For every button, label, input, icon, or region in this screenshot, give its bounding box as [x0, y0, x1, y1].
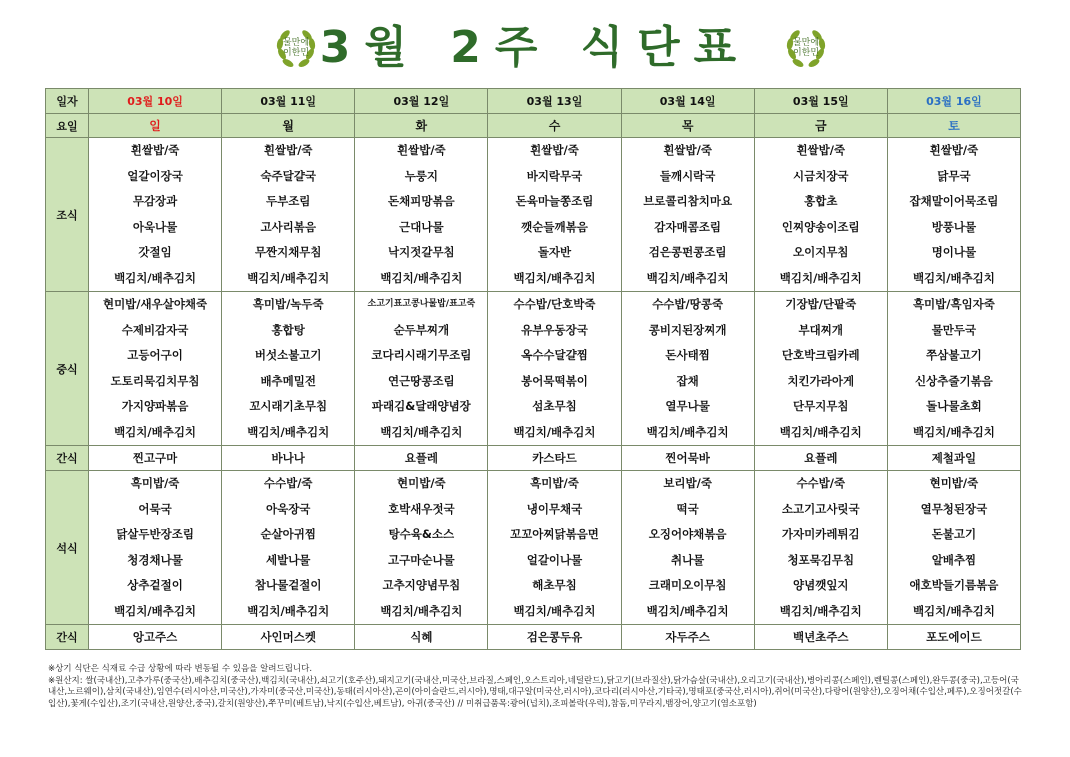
menu-item: 백김치/배추김치 [380, 424, 463, 439]
menu-item: 백김치/배추김치 [912, 270, 995, 285]
menu-item: 방풍나물 [931, 219, 977, 234]
day-cell: 토 [887, 114, 1020, 138]
menu-item: 홍합초 [804, 194, 838, 208]
menu-item: 섬초무침 [532, 399, 577, 413]
day-cell: 일 [89, 114, 222, 138]
menu-item: 숙주달걀국 [260, 168, 316, 183]
menu-item: 고사리볶음 [260, 219, 316, 234]
snack-cell: 포도에이드 [887, 625, 1020, 650]
menu-item: 백김치/배추김치 [513, 270, 596, 285]
lunch-cell [488, 292, 621, 446]
menu-item: 돌자반 [537, 245, 572, 259]
row-label-snack2: 간식 [46, 625, 89, 650]
menu-item: 크래미오이무침 [648, 578, 727, 592]
menu-item: 백김치/배추김치 [646, 603, 729, 618]
lunch-cell [222, 292, 355, 446]
menu-item: 백김치/배추김치 [114, 424, 197, 439]
menu-item: 열무나물 [665, 399, 710, 413]
menu-item: 떡국 [676, 501, 699, 516]
dinner-cell [355, 471, 488, 625]
menu-item: 아욱나물 [132, 219, 178, 234]
menu-item: 수제비감자국 [121, 322, 189, 337]
row-label-lunch: 중식 [46, 292, 89, 446]
menu-item: 수수밥/죽 [263, 476, 313, 490]
menu-item: 상추겉절이 [127, 578, 183, 592]
date-row [46, 89, 1021, 114]
snack-cell: 자두주스 [621, 625, 754, 650]
lunch-cell [89, 292, 222, 446]
menu-item: 참나물겉절이 [254, 578, 322, 592]
date-cell: 03월 14일 [621, 89, 754, 114]
menu-item: 백김치/배추김치 [513, 424, 596, 439]
dinner-row [46, 471, 1021, 625]
menu-item: 도토리묵김치무침 [110, 373, 200, 388]
menu-item: 연근땅콩조림 [388, 373, 455, 388]
breakfast-cell [488, 138, 621, 292]
page-title: 3월 2주 식단표 [319, 22, 751, 73]
menu-item: 버섯소불고기 [254, 348, 322, 362]
menu-item: 보리밥/죽 [663, 476, 712, 490]
menu-item: 부대찌개 [798, 322, 843, 337]
menu-item: 옥수수달걀찜 [521, 348, 588, 362]
menu-item: 백김치/배추김치 [779, 270, 862, 285]
date-cell: 03월 10일 [89, 89, 222, 114]
menu-item: 닭살두반장조림 [116, 527, 194, 541]
menu-item: 백김치/배추김치 [380, 270, 463, 285]
menu-item: 어묵국 [138, 501, 172, 516]
menu-item: 인찌양송이조림 [781, 219, 860, 234]
date-cell: 03월 16일 [887, 89, 1020, 114]
menu-item: 호박새우젓국 [388, 501, 455, 516]
menu-item: 돈채피망볶음 [388, 194, 455, 208]
dinner-cell [488, 471, 621, 625]
menu-item: 갓절임 [138, 245, 172, 259]
menu-item: 백김치/배추김치 [247, 603, 330, 618]
day-cell: 수 [488, 114, 621, 138]
menu-item: 코다리시래기무조림 [371, 348, 472, 362]
menu-item: 수수밥/땅콩죽 [652, 297, 724, 311]
day-cell: 금 [754, 114, 887, 138]
menu-item: 배추메밀전 [260, 373, 316, 388]
day-cell: 목 [621, 114, 754, 138]
dinner-cell [887, 471, 1020, 625]
menu-item: 브로콜리참치마요 [643, 194, 733, 208]
menu-item: 오이지무침 [793, 245, 849, 259]
lunch-cell [887, 292, 1020, 446]
menu-item: 백김치/배추김치 [646, 270, 729, 285]
menu-item: 신상추줄기볶음 [915, 373, 993, 388]
note-line: ※원산지: 쌀(국내산),고추가루(중국산),배추김치(중국산),백김치(국내산),쇠고기(호주산),돼지고기(국내산,미국산,브라질,스페인,오스트리아,네덜란드),닭고기(브라질산),닭가슴살(국내산),오리고기(국내산),병아리콩(스페인),렌틸콩(스페인),완두콩(중국),고등어(국내산,노르웨이),삼치(국내산),임연수(러시아산,미국산),가자미(중국산,미국산),동태(러시아산),곤이(아이슬란드,러시아),명태,대구알(미국산,러시아),코다리(러시아산,기타국),명태포(중국산,러시아),쥐어(미국산),다랑어(원양산),오징어채(수입산,페루),오징어젓갈(수입산),꽃게(수입산),조기(국내산,원양산,중국),갈치(원양산),쭈꾸미(베트남),낙지(수입산,베트남), 아귀(중국산) // 미취급품목:광어(넙치),조피볼락(우럭),참돔,미꾸라지,뱀장어,양고기(염소포함) [48, 675, 1022, 709]
lunch-cell [621, 292, 754, 446]
note-line: ※상기 식단은 식재료 수급 상황에 따라 변동될 수 있음을 알려드립니다. [48, 664, 313, 674]
day-cell: 화 [355, 114, 488, 138]
row-label-date: 일자 [46, 89, 89, 114]
menu-item: 냉이무채국 [526, 501, 583, 516]
logo-text: 물만에 이한민 [792, 38, 820, 58]
menu-item: 돌나물초회 [926, 399, 982, 413]
menu-item: 가지양파볶음 [121, 399, 189, 413]
menu-item: 백김치/배추김치 [912, 603, 995, 618]
menu-item: 시금치장국 [793, 168, 849, 183]
menu-item: 흰쌀밥/죽 [663, 143, 712, 157]
menu-item: 흰쌀밥/죽 [929, 143, 979, 157]
menu-item: 꼬시래기초무침 [249, 399, 328, 413]
snack-cell: 검은콩두유 [488, 625, 621, 650]
dinner-cell [754, 471, 887, 625]
menu-item: 명이나물 [931, 245, 977, 259]
menu-item: 깻순들깨볶음 [521, 219, 588, 234]
menu-item: 고등어구이 [127, 348, 183, 362]
menu-item: 콩비지된장찌개 [648, 322, 727, 337]
menu-item: 홍합탕 [271, 322, 305, 337]
snack-cell: 바나나 [222, 446, 355, 471]
menu-item: 돈사태찜 [665, 348, 710, 362]
menu-item: 아욱장국 [265, 501, 311, 516]
menu-item: 흰쌀밥/죽 [263, 143, 313, 157]
menu-item: 물만두국 [931, 322, 977, 337]
menu-item: 잡채 [676, 373, 699, 388]
menu-item: 근대나물 [399, 219, 444, 234]
menu-item: 현미밥/새우살야채죽 [102, 297, 208, 311]
breakfast-row [46, 138, 1021, 292]
menu-item: 흰쌀밥/죽 [130, 143, 180, 157]
menu-item: 백김치/배추김치 [646, 424, 729, 439]
menu-item: 양념깻잎지 [793, 578, 849, 592]
menu-item: 두부조림 [265, 194, 311, 208]
snack2-row [46, 625, 1021, 650]
menu-item: 백김치/배추김치 [779, 424, 862, 439]
snack-cell: 찐고구마 [89, 446, 222, 471]
menu-item: 흑미밥/죽 [530, 476, 579, 490]
menu-item: 열무청된장국 [920, 501, 988, 516]
dinner-cell [89, 471, 222, 625]
snack-cell: 사인머스켓 [222, 625, 355, 650]
menu-item: 무짠지채무침 [254, 245, 322, 259]
menu-item: 탕수육&소스 [388, 527, 455, 541]
menu-item: 순살아귀찜 [260, 527, 316, 541]
menu-item: 흰쌀밥/죽 [530, 143, 579, 157]
menu-item: 들깨시락국 [659, 168, 716, 183]
menu-item: 흰쌀밥/죽 [796, 143, 846, 157]
menu-item: 가자미카레튀김 [781, 527, 860, 541]
menu-item: 단호박크림카레 [781, 348, 860, 362]
menu-item: 고추지양념무침 [382, 578, 461, 592]
snack-cell: 앙고주스 [89, 625, 222, 650]
snack-cell: 요플레 [754, 446, 887, 471]
menu-item: 백김치/배추김치 [247, 424, 330, 439]
menu-item: 흑미밥/죽 [130, 476, 180, 490]
snack-cell: 식혜 [355, 625, 488, 650]
breakfast-cell [621, 138, 754, 292]
menu-item: 청경채나물 [127, 552, 183, 567]
menu-item: 감자매콤조림 [654, 219, 721, 234]
menu-item: 봉어묵떡볶이 [521, 373, 588, 388]
breakfast-cell [754, 138, 887, 292]
row-label-breakfast: 조식 [46, 138, 89, 292]
menu-item: 해초무침 [532, 578, 577, 592]
date-cell: 03월 15일 [754, 89, 887, 114]
menu-item: 쭈삼불고기 [926, 348, 982, 362]
dinner-cell [621, 471, 754, 625]
menu-item: 치킨가라아게 [787, 373, 855, 388]
date-cell: 03월 13일 [488, 89, 621, 114]
breakfast-cell [887, 138, 1020, 292]
menu-item: 무감장과 [132, 194, 178, 208]
date-cell: 03월 11일 [222, 89, 355, 114]
breakfast-cell [355, 138, 488, 292]
snack-cell: 찐어묵바 [621, 446, 754, 471]
menu-item: 누룽지 [404, 168, 439, 183]
menu-item: 파래김&달래양념장 [371, 399, 471, 413]
menu-item: 순두부찌개 [393, 322, 450, 337]
menu-item: 현미밥/죽 [929, 476, 979, 490]
menu-item: 알배추찜 [931, 552, 977, 567]
row-label-day: 요일 [46, 114, 89, 138]
menu-item: 검은콩펀콩조림 [648, 245, 727, 259]
menu-table [45, 88, 1021, 650]
menu-item: 얼갈이나물 [526, 552, 583, 567]
menu-item: 애호박들기름볶음 [909, 578, 999, 592]
menu-item: 낙지젓갈무침 [388, 245, 455, 259]
menu-item: 꼬꼬아찌닭볶음면 [510, 527, 599, 541]
menu-item: 백김치/배추김치 [114, 603, 197, 618]
snack1-row [46, 446, 1021, 471]
menu-item: 돈불고기 [931, 527, 977, 541]
menu-item: 돈육마늘쫑조림 [515, 194, 594, 208]
lunch-row [46, 292, 1021, 446]
menu-item: 백김치/배추김치 [380, 603, 463, 618]
menu-item: 오징어야채볶음 [648, 527, 727, 541]
menu-item: 백김치/배추김치 [779, 603, 862, 618]
snack-cell: 제철과일 [887, 446, 1020, 471]
menu-item: 수수밥/단호박죽 [513, 297, 596, 311]
lunch-cell [355, 292, 488, 446]
menu-item: 취나물 [670, 552, 705, 567]
logo-text: 물만에 이한민 [282, 38, 310, 58]
date-cell: 03월 12일 [355, 89, 488, 114]
menu-item: 백김치/배추김치 [912, 424, 995, 439]
day-row [46, 114, 1021, 138]
menu-item: 소고기표고콩나물밥/표고죽 [367, 299, 476, 309]
dinner-cell [222, 471, 355, 625]
breakfast-cell [222, 138, 355, 292]
menu-item: 청포묵김무침 [787, 552, 855, 567]
snack-cell: 백년초주스 [754, 625, 887, 650]
menu-item: 수수밥/죽 [796, 476, 846, 490]
menu-item: 흑미밥/녹두죽 [252, 297, 324, 311]
menu-item: 고구마순나물 [388, 552, 455, 567]
menu-item: 소고기고사릿국 [781, 501, 860, 516]
snack-cell: 카스타드 [488, 446, 621, 471]
row-label-dinner: 석식 [46, 471, 89, 625]
menu-item: 유부우동장국 [521, 322, 588, 337]
menu-item: 백김치/배추김치 [247, 270, 330, 285]
menu-item: 흰쌀밥/죽 [397, 143, 446, 157]
menu-item: 잡채말이어묵조림 [909, 194, 999, 208]
menu-item: 얼갈이장국 [127, 168, 183, 183]
notes [48, 664, 1023, 710]
breakfast-cell [89, 138, 222, 292]
menu-item: 단무지무침 [793, 399, 849, 413]
menu-item: 기장밥/단팥죽 [785, 297, 857, 311]
menu-item: 현미밥/죽 [397, 476, 446, 490]
row-label-snack1: 간식 [46, 446, 89, 471]
menu-item: 백김치/배추김치 [114, 270, 197, 285]
menu-item: 닭무국 [937, 168, 971, 183]
menu-item: 세발나물 [265, 552, 311, 567]
lunch-cell [754, 292, 887, 446]
snack-cell: 요플레 [355, 446, 488, 471]
menu-item: 백김치/배추김치 [513, 603, 596, 618]
menu-item: 흑미밥/흑임자죽 [912, 297, 995, 311]
day-cell: 월 [222, 114, 355, 138]
menu-item: 바지락무국 [526, 168, 583, 183]
